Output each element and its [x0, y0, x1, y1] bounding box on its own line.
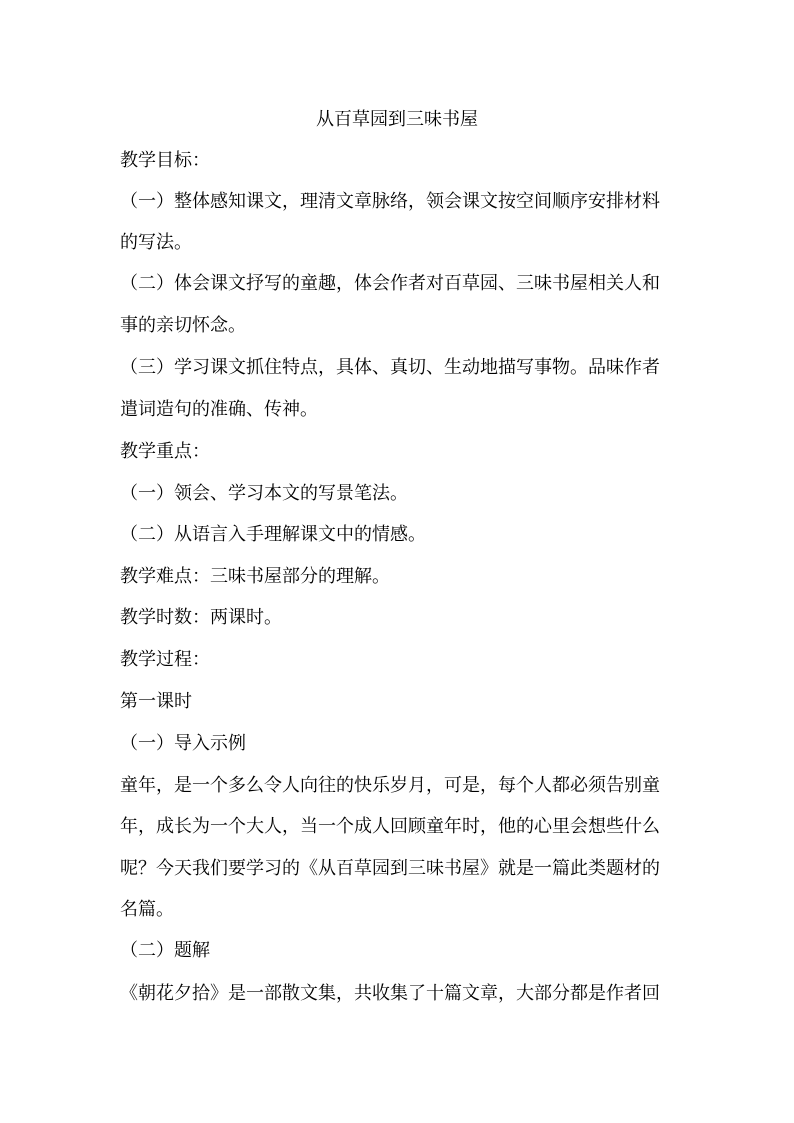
paragraph-intro-line-3: 呢？今天我们要学习的《从百草园到三味书屋》就是一篇此类题材的	[120, 858, 660, 879]
goal-3-line-1: （三）学习课文抓住特点，具体、真切、生动地描写事物。品味作者	[120, 357, 660, 378]
section-title-explanation: （二）题解	[120, 940, 210, 961]
difficulty-line: 教学难点：三味书屋部分的理解。	[120, 566, 390, 587]
section-introduction: （一）导入示例	[120, 733, 246, 754]
goal-2-line-1: （二）体会课文抒写的童趣，体会作者对百草园、三味书屋相关人和	[120, 273, 660, 294]
paragraph-intro-line-2: 年，成长为一个大人，当一个成人回顾童年时，他的心里会想些什么	[120, 816, 660, 837]
heading-teaching-process: 教学过程：	[120, 649, 210, 670]
goal-3-line-2: 遣词造句的准确、传神。	[120, 399, 318, 420]
heading-key-points: 教学重点：	[120, 441, 210, 462]
class-hours-line: 教学时数：两课时。	[120, 607, 282, 628]
heading-first-lesson: 第一课时	[120, 691, 192, 712]
paragraph-intro-line-1: 童年，是一个多么令人向往的快乐岁月，可是，每个人都必须告别童	[120, 775, 660, 796]
paragraph-explanation-line-1: 《朝花夕拾》是一部散文集，共收集了十篇文章，大部分都是作者回	[120, 983, 660, 1004]
key-point-1: （一）领会、学习本文的写景笔法。	[120, 483, 408, 504]
heading-teaching-goals: 教学目标：	[120, 150, 210, 171]
paragraph-intro-line-4: 名篇。	[120, 899, 174, 920]
goal-1-line-1: （一）整体感知课文，理清文章脉络，领会课文按空间顺序安排材料	[120, 191, 660, 212]
goal-2-line-2: 事的亲切怀念。	[120, 315, 246, 336]
document-title: 从百草园到三味书屋	[316, 109, 478, 130]
goal-1-line-2: 的写法。	[120, 232, 192, 253]
key-point-2: （二）从语言入手理解课文中的情感。	[120, 524, 426, 545]
